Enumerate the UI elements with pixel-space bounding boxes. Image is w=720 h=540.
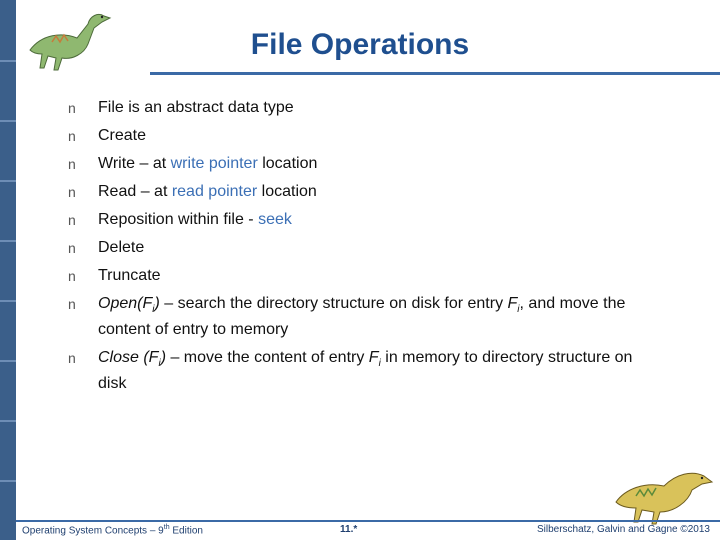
footer-edition: Operating System Concepts – 9th Edition: [22, 524, 203, 537]
bullet-text: i: [378, 358, 381, 370]
bullet-item: [60, 210, 660, 230]
bullet-text: i: [158, 358, 161, 370]
bullet-text: Read – at: [98, 183, 172, 200]
bullet-text: Close (F: [98, 349, 159, 367]
bullet-marker: n: [68, 212, 76, 228]
bullet-item: [60, 154, 660, 174]
bullet-text: ): [154, 295, 160, 312]
dinosaur-icon: [612, 462, 716, 526]
footer-authors: Silberschatz, Galvin and Gagne ©2013: [536, 524, 710, 535]
bullet-highlight: seek: [258, 211, 292, 228]
page-title: File Operations: [250, 28, 470, 61]
bullet-item: [60, 182, 660, 202]
bullet-text: , and move the content of entry to memory: [98, 295, 626, 339]
bullet-text: ): [160, 349, 167, 367]
bullet-highlight: read pointer: [171, 183, 258, 200]
bullet-text: location: [257, 155, 318, 172]
bullet-marker: n: [68, 184, 76, 200]
bullet-list: [60, 98, 660, 402]
bullet-marker: n: [68, 296, 76, 312]
bullet-text: in memory to directory structure on disk: [98, 349, 633, 393]
bullet-text: File is an abstract data type: [98, 99, 294, 116]
footer-rule: [16, 520, 720, 522]
bullet-text: Create: [98, 127, 147, 144]
bullet-marker: n: [68, 350, 76, 367]
bullet-item: [60, 294, 660, 340]
bullet-text: i: [517, 304, 520, 316]
footer-page-number: 11.*: [340, 524, 358, 535]
bullet-text: Delete: [98, 239, 145, 256]
bullet-item: [60, 266, 660, 286]
title-rule: [150, 72, 720, 75]
bullet-text: F: [507, 295, 518, 312]
left-decorative-bar: [0, 0, 16, 540]
bullet-marker: n: [68, 240, 76, 256]
bullet-marker: n: [68, 100, 76, 116]
bullet-item: [60, 126, 660, 146]
bullet-item: [60, 348, 660, 394]
bullet-text: Open(F: [98, 295, 153, 312]
bullet-text: Reposition within file -: [98, 211, 259, 228]
bullet-item: [60, 98, 660, 118]
bullet-item: [60, 238, 660, 258]
bullet-text: – search the directory structure on disk for entry: [159, 295, 508, 312]
dinosaur-icon: [22, 4, 122, 76]
bullet-text: i: [152, 304, 155, 316]
bullet-text: F: [368, 349, 379, 367]
bullet-marker: n: [68, 156, 76, 172]
bullet-marker: n: [68, 128, 76, 144]
bullet-highlight: write pointer: [170, 155, 258, 172]
bullet-text: – move the content of entry: [166, 349, 369, 367]
bullet-text: Truncate: [98, 267, 161, 284]
bullet-text: Write – at: [98, 155, 171, 172]
bullet-marker: n: [68, 268, 76, 284]
bullet-text: location: [257, 183, 317, 200]
